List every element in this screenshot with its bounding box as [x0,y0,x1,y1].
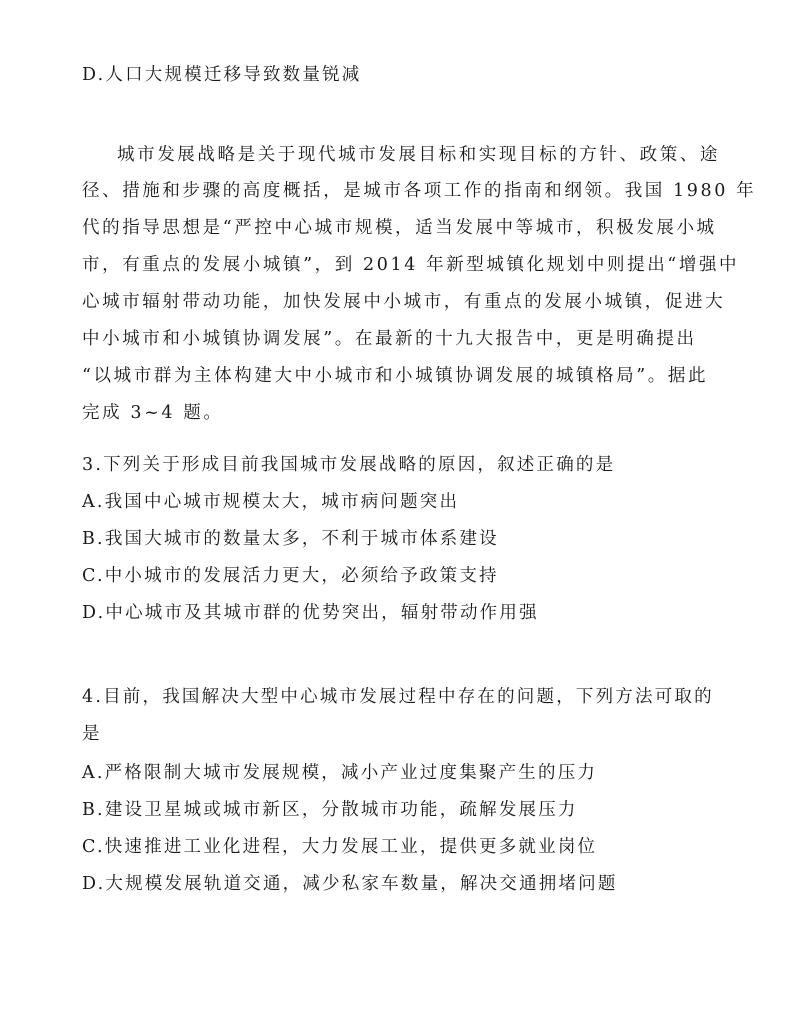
passage-line-8: 完成 3~4 题。 [82,403,224,423]
question-3-option-d: D.中心城市及其城市群的优势突出，辐射带动作用强 [82,603,539,623]
question-3-option-c: C.中小城市的发展活力更大，必须给予政策支持 [82,566,499,586]
question-4-stem-line-1: 4.目前，我国解决大型中心城市发展过程中存在的问题，下列方法可取的 [82,687,714,707]
passage-line-1: 城市发展战略是关于现代城市发展目标和实现目标的方针、政策、途 [117,145,720,165]
question-4-option-b: B.建设卫星城或城市新区，分散城市功能，疏解发展压力 [82,800,578,820]
passage-line-6: 中小城市和小城镇协调发展”。在最新的十九大报告中，更是明确提出 [82,329,697,349]
passage-line-3: 代的指导思想是“严控中心城市规模，适当发展中等城市，积极发展小城 [82,218,717,238]
passage-line-5: 心城市辐射带动功能，加快发展中小城市，有重点的发展小城镇，促进大 [82,292,726,312]
prev-question-option-d: D.人口大规模迁移导致数量锐减 [82,65,362,85]
passage-line-2: 径、措施和步骤的高度概括，是城市各项工作的指南和纲领。我国 1980 年 [82,181,757,201]
passage-line-7: “以城市群为主体构建大中小城市和小城镇协调发展的城镇格局”。据此 [82,366,709,386]
question-4-option-a: A.严格限制大城市发展规模，减小产业过度集聚产生的压力 [82,763,598,783]
question-4-option-c: C.快速推进工业化进程，大力发展工业，提供更多就业岗位 [82,837,598,857]
question-3-stem: 3.下列关于形成目前我国城市发展战略的原因，叙述正确的是 [82,455,616,475]
question-4-option-d: D.大规模发展轨道交通，减少私家车数量，解决交通拥堵问题 [82,874,618,894]
passage-line-4: 市，有重点的发展小城镇”，到 2014 年新型城镇化规划中则提出“增强中 [82,255,740,275]
question-3-option-a: A.我国中心城市规模太大，城市病问题突出 [82,492,460,512]
question-4-stem-line-2: 是 [82,724,102,744]
question-3-option-b: B.我国大城市的数量太多，不利于城市体系建设 [82,529,499,549]
